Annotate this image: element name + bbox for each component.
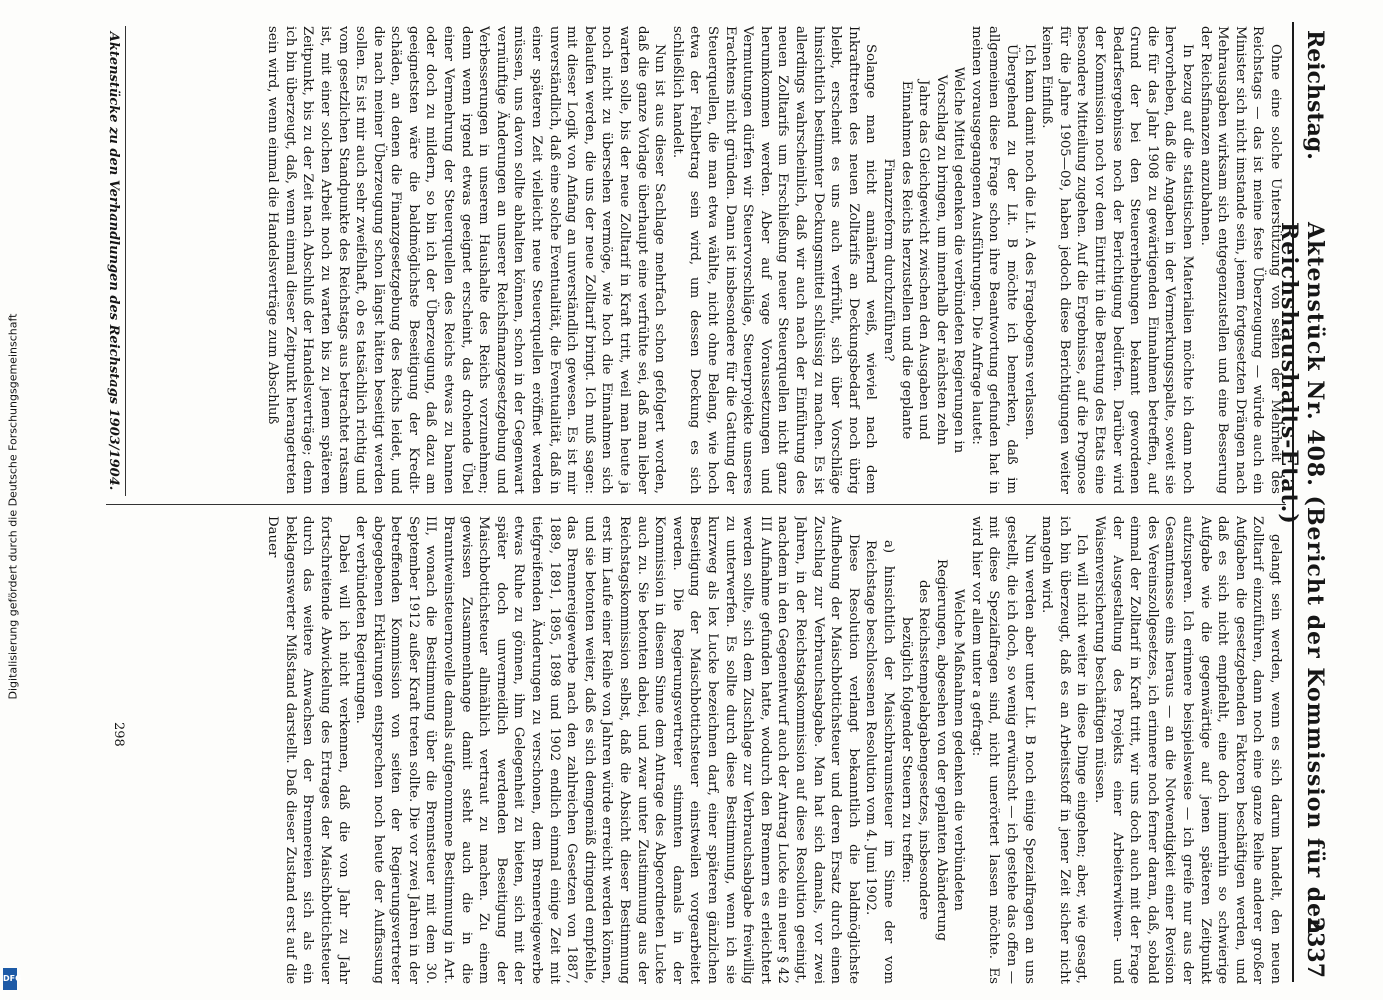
footer-page-number: 298 [111,722,126,747]
paragraph: Dabei will ich nicht verkennen, daß die von Jahr zu Jahr fortschreitende Abwickelung des Ertrages der Maischbottichsteuer durch das weitere Anwachsen der Brennereien sich als ein beklagenswerter Mißstand darstellt. Daß dieser Zustand erst auf die Dauer [265,516,351,984]
header-title: Aktenstück Nr. 408. (Bericht der Kommission für den Reichshaushalts-Etat.) [1276,222,1328,936]
header-page-number: 2337 [1302,916,1328,978]
paragraph: Nun ist aus dieser Sachlage mehrfach schon gefolgert worden, daß die ganze Vorlage überhaupt eine verfrühte sei, daß man lieber warten solle, bis der neue Zolltarif in Kraft tritt, weil man heute ja noch nicht zu übersehen vermöge, wie hoch die Einnahmen sich belaufen werden, die uns der neue Zolltarif bringt. Ich muß sagen: mit dieser Logik von Anfang an unverständlich gewesen. Es ist mir unverständlich, daß eine solche Eventualität, die Eventualität, daß in einer späteren Zeit vielleicht neue Steuerquellen eröffnet werden müssen, uns davon sollte abhalten können, schon in der Gegenwart vernünftige Änderungen an unserer Reichsfinanzgesetzgebung und Verbesserungen in unserem Haushalte des Reichs vorzunehmen; denn wenn irgend etwas geeignet erscheint, das drohende Übel einer Vermehrung der Steuerquellen des Reichs etwas zu bannen oder doch zu mildern, so bin ich der Überzeugung, daß dazu am geeignetsten wäre die baldmöglichste Beseitigung der Kredit-schäden, an denen die Finanzgesetzgebung des Reichs leidet, und die nach meiner Überzeugung schon längst hätten beseitigt werden sollen. Es ist mir auch sehr zweifelhaft, ob es tatsächlich richtig und vom gesetzlichen Standpunkte des Reichstags aus betrachtet ratsam ist, mit einer solchen Arbeit noch zu warten bis zu jenem späteren Zeitpunkt, bis zu der Zeit nach Abschluß der Handelsverträge; denn ich bin überzeugt, daß, wenn einmal dieser Zeitpunkt herangetreten sein wird, wenn einmal die Handelsverträge zum Abschluß [265,26,668,494]
page-footer: Aktenstücke zu den Verhandlungen des Reichstags 1903/1904. [106,26,126,496]
header-rule [1292,22,1294,982]
quoted-subitem: a) hinsichtlich der Maischbraumsteuer im Sinne der vom Reichstage beschlossenen Resolution vom 4. Juni 1902. [863,540,896,984]
paragraph: Nun werden aber unter Lit. B noch einige Spezialfragen an uns gestellt, die ich doch, so wenig erwünscht — ich gestehe das offen — mit diese Spezialfragen sind, nicht unerörtert lassen möchte. Es wird hier vor allem unter a gefragt: [968,516,1037,984]
left-column [134,26,1284,494]
header-left: Reichstag. [1302,30,1328,160]
paragraph: In bezug auf die statistischen Materialien möchte ich dann noch hervorheben, daß die Angaben in der Vermerkungsspalte, soweit sie die für das Jahr 1908 zu gewärtigenden Einnahmen betreffen, auf Grund der bei den Steuererhebungen bekannt gewordenen Bedarfsergebnisse noch der Berichtigung bedürfen. Darüber wird der Kommission noch vor dem Eintritt in die Beratung des Etats eine besondere Mitteilung zugehen. Auf die Ergebnisse, auf die Prognose für die Jahre 1905—09, haben jedoch diese Berichtigungen weiter keinen Einfluß. [1039,26,1196,494]
dfg-logo: DFG [3,968,17,990]
paragraph: Solange man nicht annähernd weiß, wieviel nach dem Inkrafttreten des neuen Zolltarifs an Deckungsbedarf noch übrig bleibt, erscheint es uns auch verfrüht, sich über Vorschläge hinsichtlich bestimmter Deckungsmittel schlüssig zu machen. Es ist allerdings wahrscheinlich, daß wir auch nach der Einführung des neuen Zolltarifs um Erschließung neuer Steuerquellen nicht ganz herumkommen werden. Aber auf vage Voraussetzungen und Vermutungen dürfen wir Steuervorschläge, Steuerprojekte unseres Erachtens nicht gründen. Dann ist insbesondere für die Gattung der Steuerquellen, die man etwa wählte, nicht ohne Belang, wie hoch etwa der Fehlbetrag sein wird, um dessen Deckung es sich schließlich handelt. [669,26,879,494]
paragraph: Übergehend zu der Lit. B möchte ich bemerken, daß im allgemeinen diese Frage schon ihre Beantwortung gefunden hat in meinen vorausgegangenen Ausführungen. Die Anfrage lautet: [968,26,1020,494]
rotated-sheet [46,22,1336,982]
digitization-note [0,0,20,1000]
page-header [1276,22,1328,982]
digitization-note-text: Digitalisierung gefördert durch die Deutsche Forschungsgemeinschaft [6,313,20,700]
paragraph: Diese Resolution verlangt bekanntlich die baldmöglichste Aufhebung der Maischbottichsteuer und deren Ersatz durch einen Zuschlag zur Verbrauchsabgabe. Man hat sich damals, vor zwei Jahren, in der Reichstagskommission auf diese Resolution geeinigt, nachdem in den Gegenentwurf auch der Antrag Lucke ein neuer § 42 III Aufnahme gefunden hatte, wodurch den Brennern es erleichtert werden sollte, sich dem Zuschlage zur Verbrauchsabgabe freiwillig zu unterwerfen. Es sollte durch diese Bestimmung, wenn ich sie kurzweg als lex Lucke bezeichnen darf, einer späteren gänzlichen Beseitigung der Maischbottichsteuer einstweilen vorgearbeitet werden. Die Regierungsvertreter stimmten damals in der Kommission in diesem Sinne dem Antrage des Abgeordneten Lucke auch zu. Sie betonten dabei, und zwar unter Zustimmung aus der Reichstagskommission selbst, daß die Absicht dieser Bestimmung erst im Laufe einer Reihe von Jahren würde erreicht werden können, und sie betonten weiter, daß es sich demgemäß dringend empfehle, das Brennereigewerbe nach den zahlreichen Gesetzen von 1887, 1889, 1891, 1895, 1898 und 1902 endlich einmal einige Zeit mit tiefgreifenden Änderungen zu verschonen, dem Brennereigewerbe etwas Ruhe zu gönnen, ihm Gelegenheit zu bieten, sich mit der später doch unvermeidlich werdenden Beseitigung der Maischbottichsteuer allmählich vertraut zu machen. Zu einem gewissen Zusammenhange damit steht auch die in die Branntweinsteuernovelle damals aufgenommene Bestimmung in Art. III, wonach die Bestimmung über die Brennsteuer mit dem 30. September 1912 außer Kraft treten sollte. Die vor zwei Jahren in der betreffenden Kommission von seiten der Regierungsvertreter abgegebenen Erklärungen entsprechen noch heute der Auffassung der verbündeten Regierungen. [353,516,861,984]
paragraph: Ich kann damit noch die Lit. A des Fragebogens verlassen. [1021,44,1037,441]
right-column [134,516,1284,984]
quoted-question: Welche Mittel gedenken die verbündeten Regierungen in Vorschlag zu bringen, um innerhalb der nächsten zehn Jahre das Gleichgewicht zwischen den Ausgaben und Einnahmen des Reichs herzustellen und die geplante Finanzreform durchzuführen? [880,66,967,454]
column-divider [106,504,1286,505]
paragraph: Ohne eine solche Unterstützung von seiten der Mehrheit des Reichstags — das ist meine feste Überzeugung — würde auch ein Minister sich nicht imstande sein, jenem fortgesetzten Drängen nach Mehrausgaben wirksam sich entgegenzustellen und eine Besserung der Reichsfinanzen anzubahnen. [1197,26,1283,494]
paragraph: Ich will nicht weiter in diese Dinge eingehen; aber, wie gesagt, ich bin überzeugt, daß es an Arbeitsstoff in jener Zeit sicher nicht mangeln wird. [1039,516,1090,984]
paragraph: gelangt sein werden, wenn es sich darum handelt, den neuen Zolltarif einzuführen, dann noch eine ganze Reihe anderer großer Aufgaben die gesetzgebenden Faktoren beschäftigen werden, und daß es sich nicht empfiehlt, eine doch immerhin so schwierige Aufgabe wie die gegenwärtige auf jenen späteren Zeitpunkt aufzusparen. Ich erinnere beispielsweise — ich greife nur aus der Gesamtmasse eins heraus — an die Notwendigkeit einer Revision des Vereinszollgesetzes, ich erinnere noch ferner daran, daß, sobald einmal der Zolltarif in Kraft tritt, wir uns doch auch mit der Frage der Ausgestaltung des Projekts einer Arbeiterwitwen- und Waisenversicherung beschäftigen müssen. [1092,516,1283,984]
quoted-question: Welche Maßnahmen gedenken die verbündeten Regierungen, abgesehen von der geplanten Abänderung des Reichsstempelabgabengesetzes, insbesondere bezüglich folgender Steuern zu treffen: [898,558,967,942]
